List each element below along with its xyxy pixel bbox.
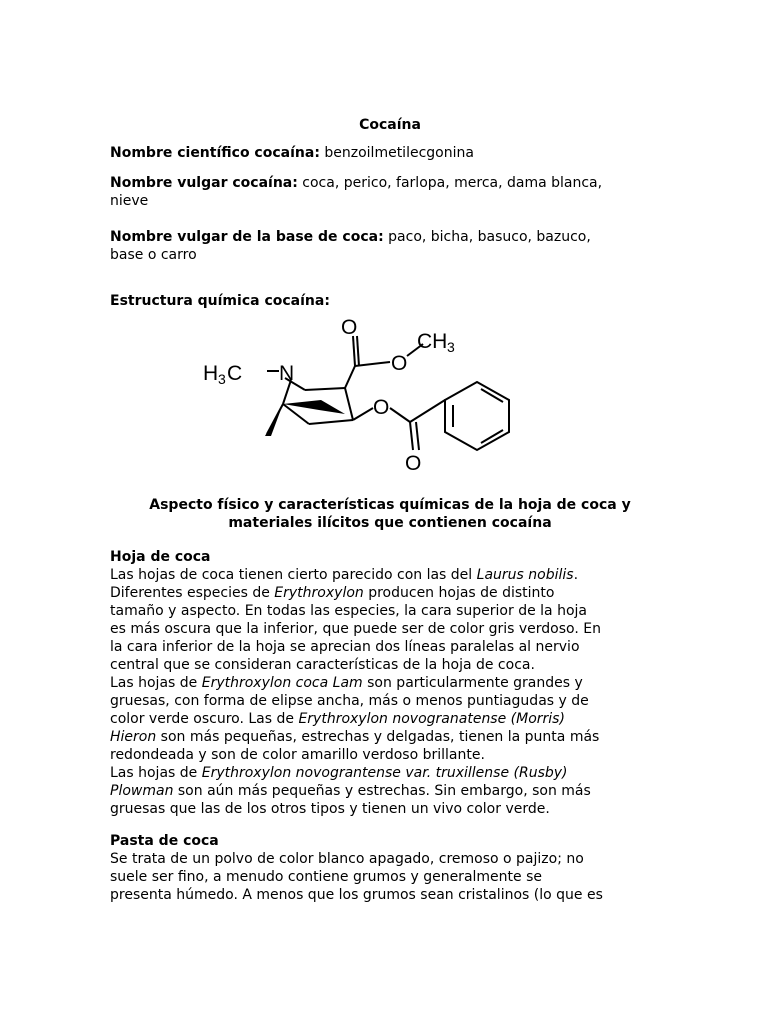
paste-heading: Pasta de coca (110, 833, 219, 849)
methyl-h-subscript: 3 (218, 371, 226, 387)
methyl-h-label: H (203, 362, 219, 385)
base-name-value: paco, bicha, basuco, bazuco, (383, 229, 591, 245)
base-name-paragraph (110, 228, 670, 264)
leaf-line: es más oscura que la inferior, que puede ser de color gris verdoso. En (110, 621, 601, 637)
scientific-name-value: benzoilmetilecgonina (319, 145, 474, 161)
leaf-section (110, 548, 670, 818)
leaf-line: Hieron son más pequeñas, estrechas y delgadas, tienen la punta más (110, 729, 600, 745)
leaf-line: la cara inferior de la hoja se aprecian dos líneas paralelas al nervio (110, 639, 580, 655)
cocaine-structure-diagram (195, 312, 535, 478)
paste-section (110, 832, 670, 904)
paste-line: Se trata de un polvo de color blanco apagado, cremoso o pajizo; no (110, 851, 584, 867)
common-name-value: coca, perico, farlopa, merca, dama blanca, (297, 175, 603, 191)
leaf-line: tamaño y aspecto. En todas las especies, la cara superior de la hoja (110, 603, 587, 619)
carbonyl-oxygen-label: O (341, 316, 358, 339)
ester-oxygen-label: O (391, 352, 408, 375)
leaf-line: central que se consideran características de la hoja de coca. (110, 657, 535, 673)
common-name-value-cont: nieve (110, 193, 149, 209)
methyl-ch-label: CH (417, 330, 448, 353)
leaf-line: Diferentes especies de Erythroxylon producen hojas de distinto (110, 585, 555, 601)
section-title (110, 496, 670, 532)
scientific-name-label: Nombre científico cocaína: (110, 145, 320, 161)
structure-bonds (267, 336, 509, 450)
methyl-c-label: C (227, 362, 243, 385)
nitrogen-label: N (279, 362, 295, 385)
section-title-line1: Aspecto físico y características químicas de la hoja de coca y (149, 497, 631, 513)
benzoate-oxygen-label: O (373, 396, 390, 419)
leaf-line: redondeada y son de color amarillo verdoso brillante. (110, 747, 485, 763)
leaf-line: color verde oscuro. Las de Erythroxylon novogranatense (Morris) (110, 711, 565, 727)
section-title-line2: materiales ilícitos que contienen cocaína (228, 515, 552, 531)
methyl-subscript: 3 (447, 339, 455, 355)
leaf-heading: Hoja de coca (110, 549, 211, 565)
leaf-line: Las hojas de coca tienen cierto parecido con las del Laurus nobilis. (110, 567, 579, 583)
structure-label: Estructura química cocaína: (110, 293, 330, 309)
leaf-line: Las hojas de Erythroxylon novograntense var. truxillense (Rusby) (110, 765, 568, 781)
leaf-line: Las hojas de Erythroxylon coca Lam son particularmente grandes y (110, 675, 583, 691)
leaf-line: gruesas, con forma de elipse ancha, más o menos puntiagudas y de (110, 693, 589, 709)
base-name-label: Nombre vulgar de la base de coca: (110, 229, 384, 245)
paste-line: suele ser fino, a menudo contiene grumos y generalmente se (110, 869, 542, 885)
base-name-value-cont: base o carro (110, 247, 197, 263)
scientific-name-paragraph (110, 144, 670, 162)
leaf-line: gruesas que las de los otros tipos y tienen un vivo color verde. (110, 801, 550, 817)
leaf-line: Plowman son aún más pequeñas y estrechas. Sin embargo, son más (110, 783, 591, 799)
common-name-label: Nombre vulgar cocaína: (110, 175, 298, 191)
paste-line: presenta húmedo. A menos que los grumos sean cristalinos (lo que es (110, 887, 603, 903)
benzoate-carbonyl-oxygen-label: O (405, 452, 422, 475)
page-title: Cocaína (359, 117, 421, 133)
common-name-paragraph (110, 174, 670, 210)
